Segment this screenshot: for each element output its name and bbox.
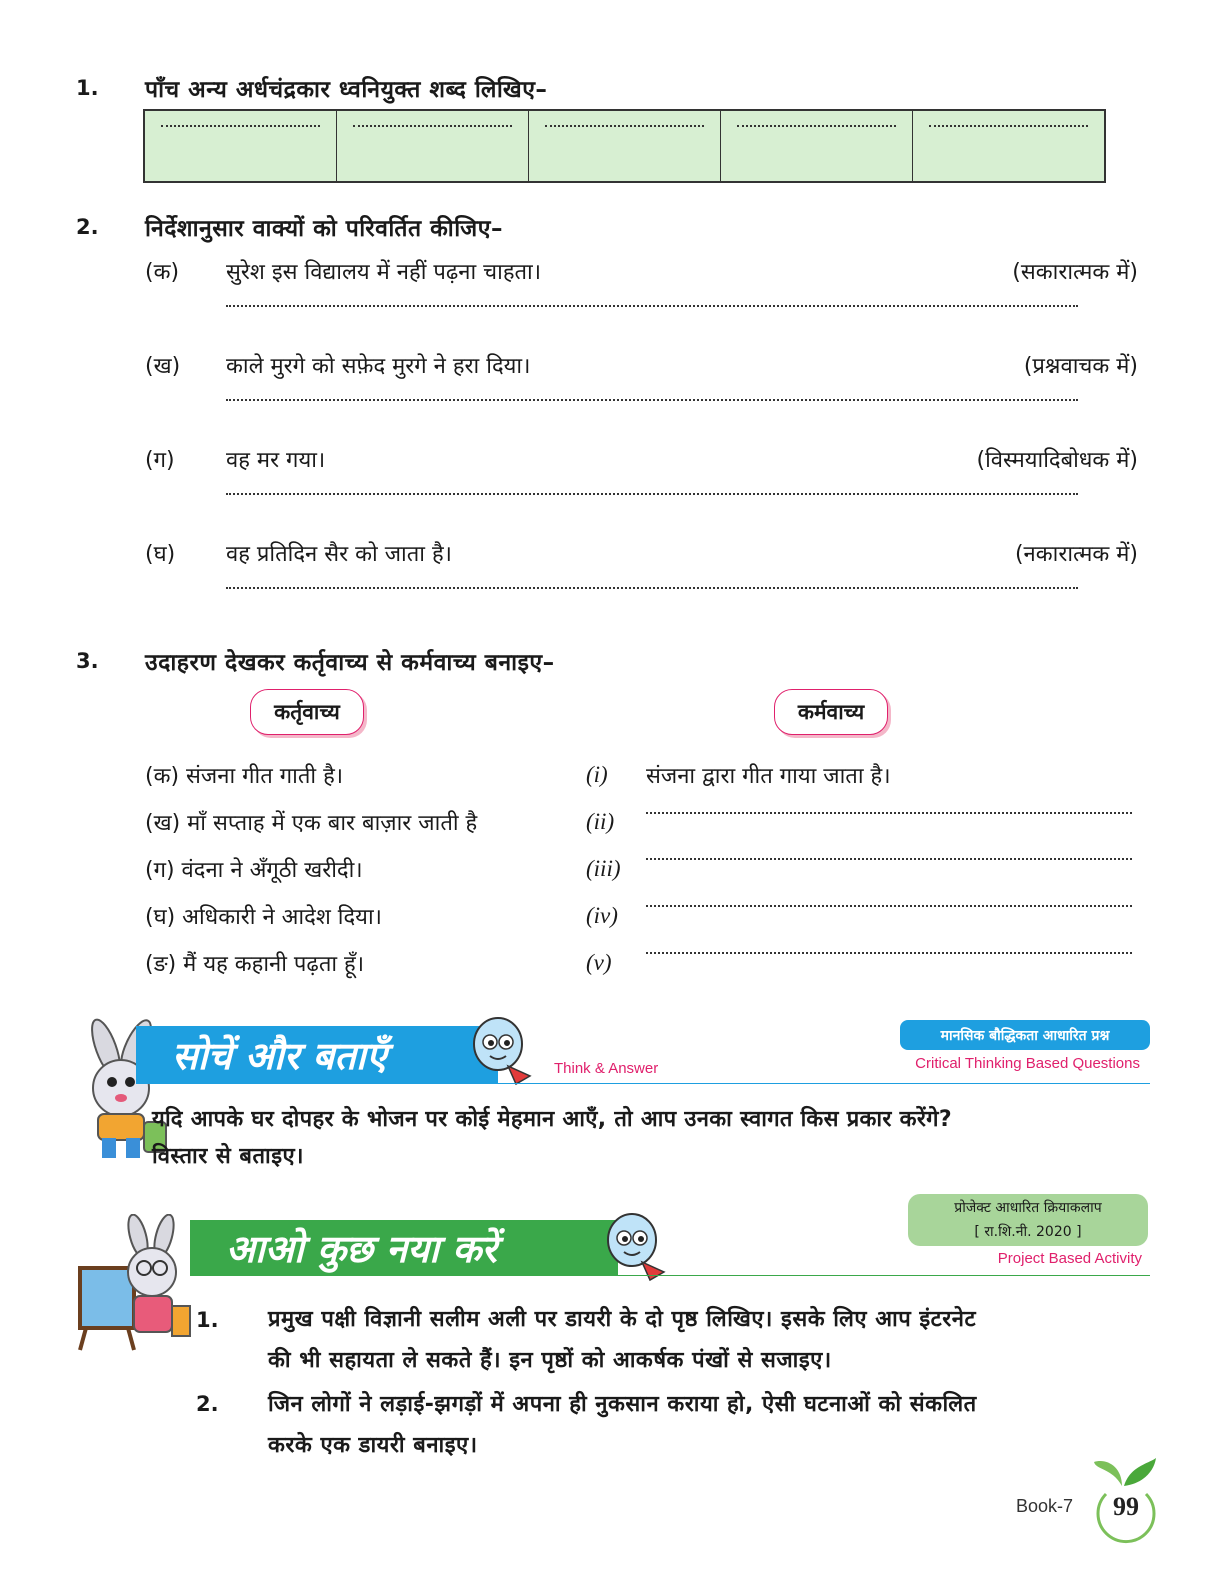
- think-answer-banner-title: सोचें और बताएँ: [136, 1026, 498, 1084]
- answer-line[interactable]: [646, 858, 1132, 860]
- q1-cell[interactable]: [529, 111, 721, 181]
- activity-item-number: 2.: [196, 1392, 219, 1416]
- q3-row-answer: संजना द्वारा गीत गाया जाता है।: [646, 764, 891, 789]
- q2-item-sentence: वह प्रतिदिन सैर को जाता है।: [226, 542, 452, 567]
- q2-item-label: (घ): [145, 542, 176, 567]
- q2-item-instruction: (सकारात्मक में): [1012, 260, 1138, 285]
- q1-text: पाँच अन्य अर्धचंद्रकार ध्वनियुक्त शब्द लिखिए–: [145, 77, 548, 103]
- q2-item-sentence: सुरेश इस विद्यालय में नहीं पढ़ना चाहता।: [226, 260, 542, 285]
- q1-cell[interactable]: [913, 111, 1104, 181]
- q2-item-instruction: (नकारात्मक में): [1014, 542, 1138, 567]
- q2-item-label: (ग): [145, 448, 175, 473]
- activity-divider: [618, 1275, 1150, 1276]
- q1-cell[interactable]: [721, 111, 913, 181]
- pencil-mascot-icon: [602, 1210, 672, 1282]
- activity-item-number: 1.: [196, 1308, 219, 1332]
- page-number: 99: [1113, 1492, 1139, 1521]
- q1-cell[interactable]: [145, 111, 337, 181]
- think-question-line2: विस्तार से बताइए।: [152, 1144, 305, 1169]
- q3-text: उदाहरण देखकर कर्तृवाच्य से कर्मवाच्य बनाइए–: [145, 650, 555, 676]
- bunny-painter-illustration: [76, 1214, 194, 1354]
- think-answer-subtitle: Think & Answer: [554, 1060, 659, 1077]
- activity-item-line: करके एक डायरी बनाइए।: [268, 1433, 478, 1458]
- q2-text: निर्देशानुसार वाक्यों को परिवर्तित कीजिए–: [145, 216, 503, 242]
- answer-line[interactable]: [646, 812, 1132, 814]
- q2-item-sentence: काले मुरगे को सफ़ेद मुरगे ने हरा दिया।: [226, 354, 531, 379]
- passive-voice-heading: कर्मवाच्य: [774, 689, 888, 735]
- q2-item-instruction: (प्रश्नवाचक में): [1023, 354, 1138, 379]
- active-voice-heading: कर्तृवाच्य: [250, 689, 364, 735]
- activity-item-line: प्रमुख पक्षी विज्ञानी सलीम अली पर डायरी के दो पृष्ठ लिखिए। इसके लिए आप इंटरनेट: [268, 1307, 977, 1332]
- q3-row-left: (ङ) मैं यह कहानी पढ़ता हूँ।: [145, 952, 365, 977]
- q3-number: 3.: [76, 649, 99, 673]
- q2-item-label: (ख): [145, 354, 181, 379]
- think-divider: [498, 1083, 1150, 1084]
- pencil-mascot-icon: [468, 1014, 538, 1086]
- q3-row-left: (क) संजना गीत गाती है।: [145, 764, 344, 789]
- q3-row-left: (घ) अधिकारी ने आदेश दिया।: [145, 905, 382, 930]
- activity-tag-hindi-line1: प्रोजेक्ट आधारित क्रियाकलाप: [954, 1200, 1102, 1216]
- think-tag-hindi: मानसिक बौद्धिकता आधारित प्रश्न: [900, 1020, 1150, 1050]
- book-label: Book-7: [1016, 1496, 1074, 1516]
- q3-row-roman: (iv): [586, 903, 618, 928]
- q3-row-left: (ख) माँ सप्ताह में एक बार बाज़ार जाती है: [145, 811, 478, 836]
- activity-tag-english: Project Based Activity: [997, 1250, 1142, 1267]
- q3-row-roman: (v): [586, 950, 612, 975]
- q2-number: 2.: [76, 215, 99, 239]
- q3-row-left: (ग) वंदना ने अँगूठी खरीदी।: [145, 858, 363, 883]
- activity-item-line: की भी सहायता ले सकते हैं। इन पृष्ठों को आकर्षक पंखों से सजाइए।: [268, 1348, 832, 1373]
- q1-number: 1.: [76, 76, 99, 100]
- q2-item-instruction: (विस्मयादिबोधक में): [976, 448, 1138, 473]
- answer-line[interactable]: [226, 399, 1078, 401]
- answer-line[interactable]: [226, 493, 1078, 495]
- answer-line[interactable]: [646, 905, 1132, 907]
- think-question-line1: यदि आपके घर दोपहर के भोजन पर कोई मेहमान आएँ, तो आप उनका स्वागत किस प्रकार करेंगे?: [152, 1107, 952, 1132]
- activity-banner-title: आओ कुछ नया करें: [190, 1220, 618, 1276]
- activity-tag-hindi-line2: [ रा.शि.नी. 2020 ]: [974, 1224, 1082, 1240]
- think-tag-english: Critical Thinking Based Questions: [915, 1055, 1140, 1072]
- answer-line[interactable]: [226, 305, 1078, 307]
- q2-item-sentence: वह मर गया।: [226, 448, 326, 473]
- q3-row-roman: (iii): [586, 856, 621, 881]
- q3-row-roman: (i): [586, 762, 608, 787]
- q2-item-label: (क): [145, 260, 180, 285]
- answer-line[interactable]: [226, 587, 1078, 589]
- q1-cell[interactable]: [337, 111, 529, 181]
- q1-answer-table: [143, 109, 1106, 183]
- q3-row-roman: (ii): [586, 809, 615, 834]
- answer-line[interactable]: [646, 952, 1132, 954]
- activity-item-line: जिन लोगों ने लड़ाई-झगड़ों में अपना ही नुकसान कराया हो, ऐसी घटनाओं को संकलित: [268, 1392, 977, 1417]
